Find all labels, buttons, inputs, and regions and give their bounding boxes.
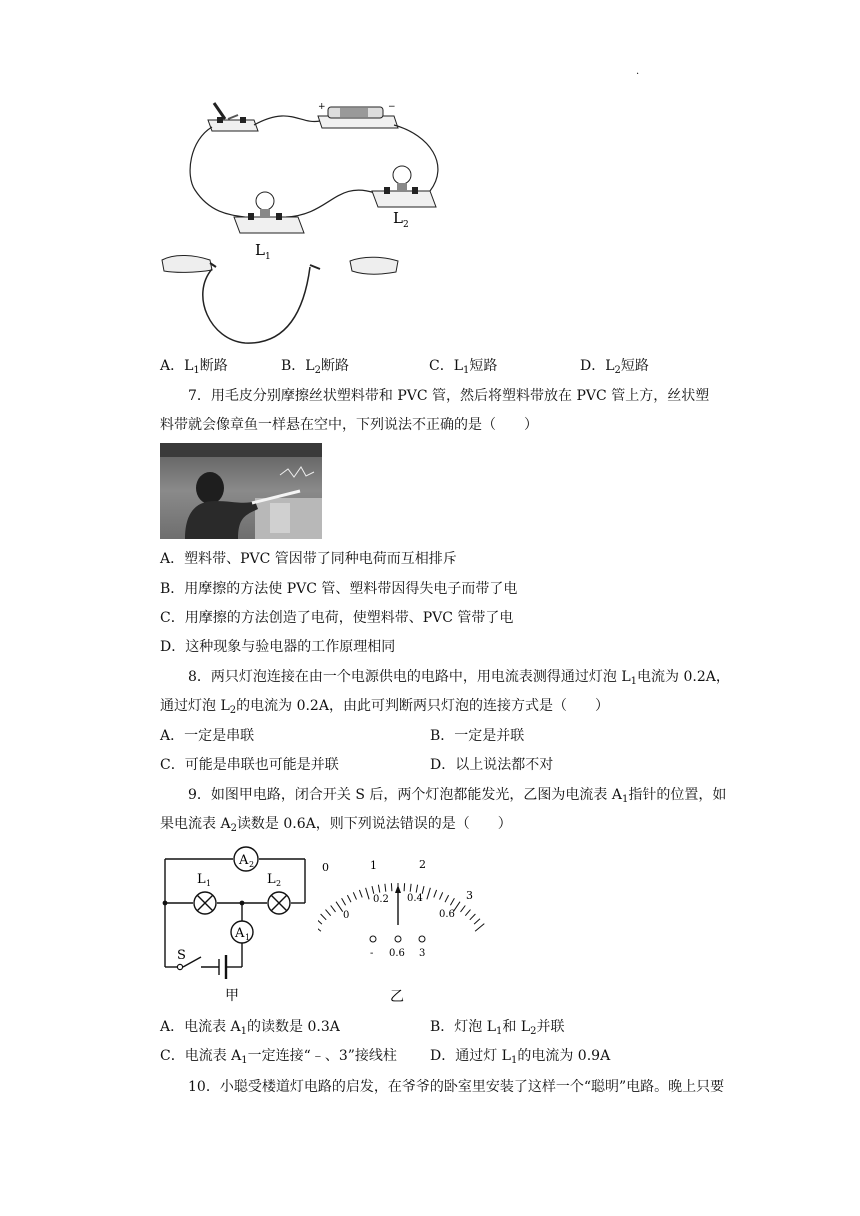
dial-tick: [353, 892, 356, 899]
dial-tick: [461, 906, 466, 912]
q6-option-d[interactable]: D．$L_2$短路: [580, 358, 649, 376]
lamp-l2-icon: [372, 166, 436, 207]
svg-text:-: -: [370, 948, 374, 959]
dial-tick: [378, 885, 379, 893]
svg-text:L: L: [255, 241, 265, 259]
q8-option-d[interactable]: D．以上说法都不对: [430, 757, 554, 773]
terminal-3-icon: [419, 936, 425, 942]
dial-tick: [404, 883, 405, 891]
q7-option-b[interactable]: B．用摩擦的方法使 PVC 管、塑料带因得失电子而带了电: [160, 581, 518, 597]
dial-tick: [465, 910, 470, 916]
battery-icon: [318, 102, 398, 128]
dial-tick: [347, 895, 351, 902]
dial-tick: [416, 885, 417, 893]
svg-text:3: 3: [419, 948, 426, 959]
dial-tick: [318, 919, 322, 924]
q7-option-a[interactable]: A．塑料带、PVC 管因带了同种电荷而互相排斥: [160, 551, 457, 567]
svg-text:−: −: [388, 102, 396, 112]
svg-text:S: S: [177, 948, 186, 963]
ammeter-a2-icon: [234, 847, 258, 871]
svg-text:1: 1: [265, 252, 271, 262]
ammeter-a1-icon: [231, 921, 253, 943]
dial-tick: [326, 910, 331, 916]
dial-tick: [331, 906, 336, 912]
svg-text:+: +: [318, 102, 326, 112]
svg-text:1: 1: [206, 879, 212, 888]
svg-text:L: L: [197, 872, 206, 887]
svg-text:0.2: 0.2: [373, 894, 389, 905]
dial-tick: [318, 924, 321, 932]
page-mark: .: [636, 66, 640, 77]
dial-tick: [321, 914, 327, 920]
q9-option-c[interactable]: C．电流表 $A_1$一定连接“﹣、3”接线柱: [160, 1048, 397, 1066]
q7-photo: [160, 443, 322, 539]
dial-tick: [474, 919, 480, 924]
svg-text:A: A: [239, 853, 249, 868]
svg-text:0.6: 0.6: [439, 909, 455, 920]
q9-option-a[interactable]: A．电流表 $A_1$的读数是 0.3A: [160, 1019, 340, 1037]
dial-tick: [359, 890, 362, 898]
q9-option-d[interactable]: D．通过灯 $L_1$的电流为 0.9A: [430, 1048, 611, 1066]
dial-tick: [470, 914, 476, 920]
q8-option-a[interactable]: A．一定是串联: [160, 728, 255, 744]
q9-stem-line2: 果电流表 $A_2$读数是 0.6A，则下列说法错误的是（ ）: [160, 816, 512, 834]
lamp-l1-symbol-icon: [194, 892, 216, 914]
terminal-06-icon: [395, 936, 401, 942]
q7-option-c[interactable]: C．用摩擦的方法创造了电荷，使塑料带、PVC 管带了电: [160, 610, 514, 626]
q6-option-c[interactable]: C．$L_1$短路: [429, 358, 498, 376]
svg-text:1: 1: [370, 859, 377, 872]
svg-text:3: 3: [466, 889, 473, 902]
dial-tick: [366, 888, 370, 900]
svg-text:0: 0: [322, 861, 329, 874]
svg-text:0.6: 0.6: [389, 948, 405, 959]
q8-option-c[interactable]: C．可能是串联也可能是并联: [160, 757, 339, 773]
q8-stem-line1: 8．两只灯泡连接在由一个电源供电的电路中，用电流表测得通过灯泡 $L_1$电流为 0.2A，: [188, 669, 730, 687]
dial-tick: [391, 883, 392, 891]
svg-text:乙: 乙: [390, 989, 404, 1005]
q8-stem-line2: 通过灯泡 $L_2$的电流为 0.2A，由此可判断两只灯泡的连接方式是（ ）: [160, 698, 609, 716]
hand-left-icon: [162, 255, 216, 272]
dial-tick: [475, 924, 484, 932]
svg-text:2: 2: [249, 860, 255, 869]
q10-stem-line1: 10．小聪受楼道灯电路的启发，在爷爷的卧室里安装了这样一个“聪明”电路。晚上只要: [188, 1079, 725, 1095]
dial-tick: [410, 884, 411, 892]
dial-tick: [427, 888, 431, 900]
q7-stem-line2: 料带就会像章鱼一样悬在空中，下列说法不正确的是（ ）: [160, 417, 538, 433]
svg-text:L: L: [393, 209, 403, 227]
svg-text:1: 1: [245, 933, 251, 942]
dial-tick: [445, 895, 449, 902]
svg-text:2: 2: [403, 220, 409, 230]
lamp-l2-symbol-icon: [268, 892, 290, 914]
svg-text:0: 0: [343, 910, 350, 921]
q7-option-d[interactable]: D．这种现象与验电器的工作原理相同: [160, 639, 396, 655]
dial-tick: [336, 902, 343, 912]
lamp-l1-icon: [234, 192, 304, 233]
svg-text:甲: 甲: [225, 988, 239, 1004]
svg-text:2: 2: [419, 858, 426, 871]
svg-text:2: 2: [276, 879, 282, 888]
q6-option-b[interactable]: B．$L_2$断路: [281, 358, 349, 376]
q9-option-b[interactable]: B．灯泡 $L_1$和 $L_2$并联: [430, 1019, 565, 1037]
q9-stem-line1: 9．如图甲电路，闭合开关 S 后，两个灯泡都能发光，乙图为电流表 $A_1$指针的位置，如: [188, 787, 727, 805]
hand-right-icon: [310, 257, 398, 274]
dial-tick: [372, 886, 374, 894]
dial-tick: [385, 884, 386, 892]
q8-option-b[interactable]: B．一定是并联: [430, 728, 525, 744]
dial-tick: [434, 890, 437, 898]
dial-tick: [440, 892, 443, 899]
switch-icon: [208, 103, 258, 131]
dial-tick: [450, 898, 454, 905]
terminal-minus-icon: [370, 936, 376, 942]
svg-text:0.4: 0.4: [407, 893, 423, 904]
q6-option-a[interactable]: A．$L_1$断路: [160, 358, 228, 376]
svg-text:L: L: [267, 872, 276, 887]
q9-ammeter-dial-yi: [318, 855, 488, 1005]
q9-circuit-jia: [155, 843, 320, 1005]
dial-tick: [342, 898, 346, 905]
svg-text:A: A: [235, 926, 245, 941]
q7-stem-line1: 7．用毛皮分别摩擦丝状塑料带和 PVC 管，然后将塑料带放在 PVC 管上方，丝状塑: [188, 388, 710, 404]
q6-circuit-figure: [150, 95, 450, 350]
